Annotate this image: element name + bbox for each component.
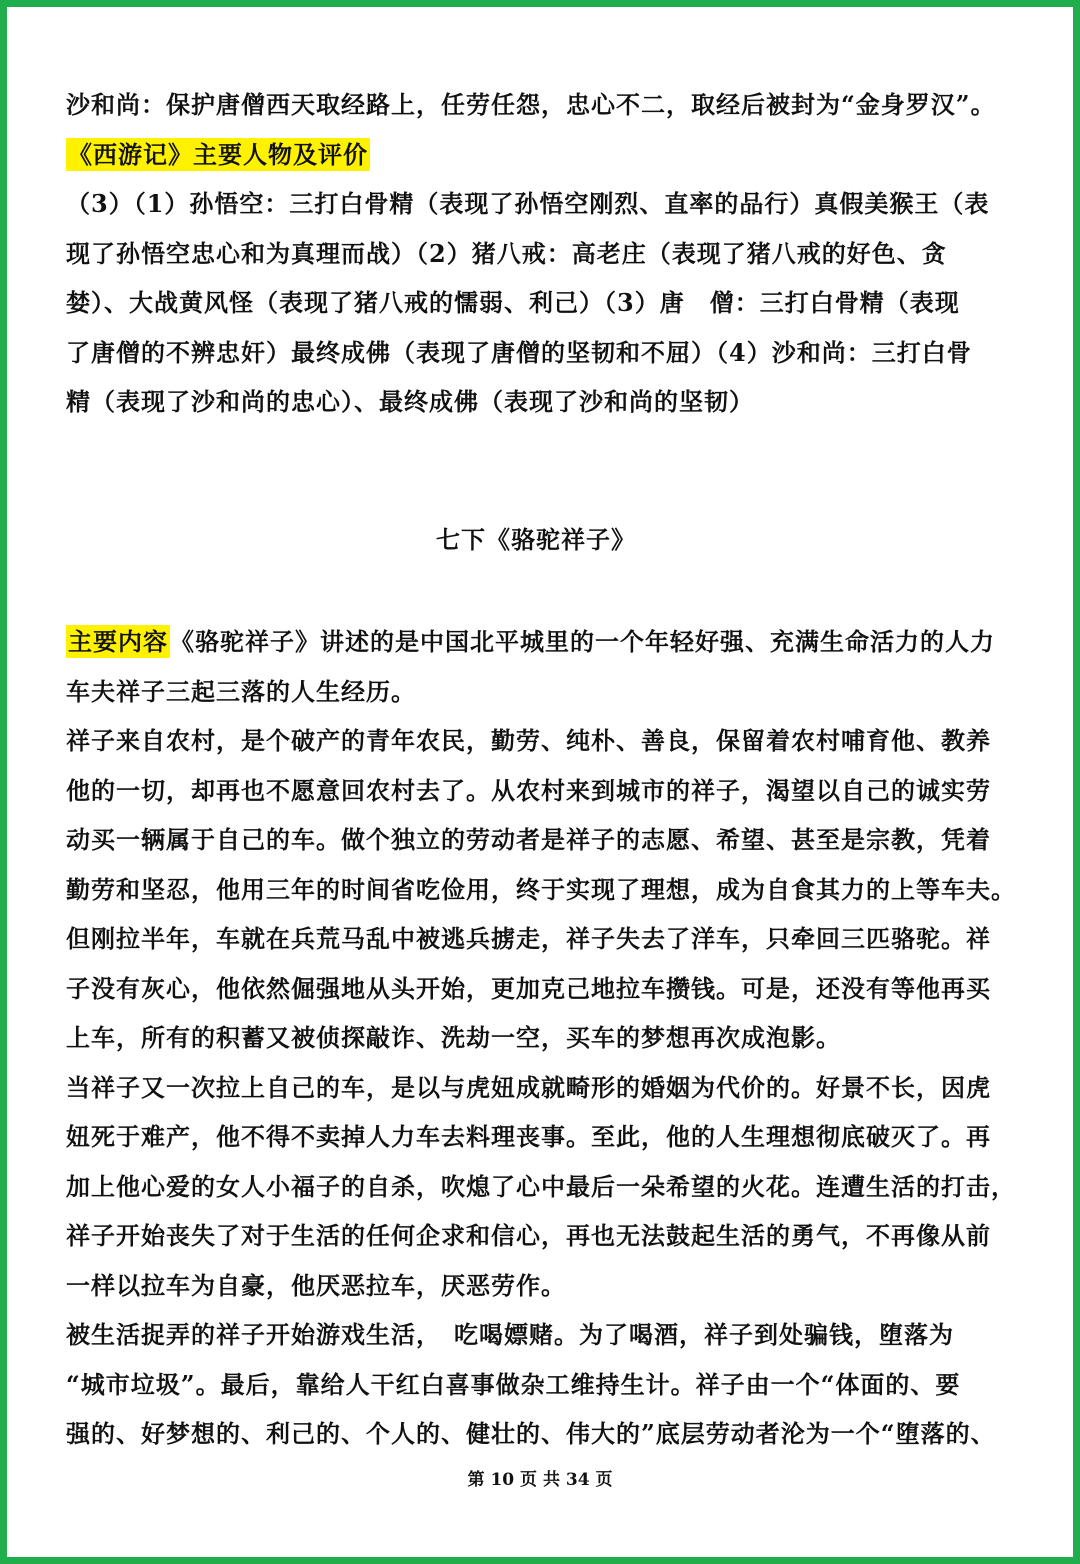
paragraph-line: 子没有灰心，他依然倔强地从头开始，更加克己地拉车攒钱。可是，还没有等他再买 bbox=[66, 973, 991, 1003]
spacer bbox=[66, 564, 1026, 617]
paragraph-line: 他的一切，却再也不愿意回农村去了。从农村来到城市的祥子，渴望以自己的诚实劳 bbox=[66, 775, 991, 805]
paragraph-line: 上车，所有的积蓄又被侦探敲诈、洗劫一空，买车的梦想再次成泡影。 bbox=[66, 1023, 841, 1052]
main-content-label: 主要内容 bbox=[68, 627, 168, 656]
paragraph-line: 妞死于难产，他不得不卖掉人力车去料理丧事。至此，他的人生理想彻底破灭了。再 bbox=[66, 1122, 991, 1151]
paragraph-line: “城市垃圾”。最后，靠给人干红白喜事做杂工维持生计。祥子由一个“体面的、要 bbox=[66, 1369, 961, 1399]
paragraph-line: 沙和尚：保护唐僧西天取经路上，任劳任怨，忠心不二，取经后被封为“金身罗汉”。 bbox=[66, 90, 996, 119]
paragraph-line: 当祥子又一次拉上自己的车，是以与虎妞成就畸形的婚姻为代价的。好景不长，因虎 bbox=[66, 1072, 991, 1102]
paragraph-line: 精（表现了沙和尚的忠心）、最终成佛（表现了沙和尚的坚韧） bbox=[66, 387, 754, 416]
paragraph-line: 了唐僧的不辨忠奸）最终成佛（表现了唐僧的坚韧和不屈）（4）沙和尚：三打白骨 bbox=[66, 337, 972, 367]
paragraph-line: 婪）、大战黄风怪（表现了猪八戒的懦弱、利己）（3）唐 僧：三打白骨精（表现 bbox=[66, 288, 960, 317]
paragraph-line: 一样以拉车为自豪，他厌恶拉车，厌恶劳作。 bbox=[66, 1270, 566, 1300]
main-content-first-line bbox=[66, 617, 1026, 667]
paragraph-line: （3）（1）孙悟空：三打白骨精（表现了孙悟空刚烈、直率的品行）真假美猴王（表 bbox=[66, 189, 990, 218]
heading-xiyouji-row bbox=[66, 130, 1026, 180]
spacer bbox=[66, 427, 1026, 515]
paragraph-line: 被生活捉弄的祥子开始游戏生活， 吃喝嫖赌。为了喝酒，祥子到处骗钱，堕落为 bbox=[66, 1320, 954, 1349]
paragraph-line: 祥子来自农村，是个破产的青年农民，勤劳、纯朴、善良，保留着农村哺育他、教养 bbox=[66, 726, 991, 755]
main-content-text: 《骆驼祥子》讲述的是中国北平城里的一个年轻好强、充满生命活力的人力 bbox=[170, 627, 995, 656]
heading-xiyouji: 《西游记》主要人物及评价 bbox=[68, 139, 368, 169]
document-body bbox=[66, 80, 1026, 1459]
paragraph-line: 车夫祥子三起三落的人生经历。 bbox=[66, 676, 416, 706]
section-title: 七下《骆驼祥子》 bbox=[436, 524, 636, 554]
paragraph-line: 勤劳和坚忍，他用三年的时间省吃俭用，终于实现了理想，成为自食其力的上等车夫。 bbox=[66, 874, 1016, 904]
paragraph-line: 动买一辆属于自己的车。做个独立的劳动者是祥子的志愿、希望、甚至是宗教，凭着 bbox=[66, 825, 991, 854]
paragraph-line: 但刚拉半年，车就在兵荒马乱中被逃兵掳走，祥子失去了洋车，只牵回三匹骆驼。祥 bbox=[66, 924, 991, 953]
paragraph-line: 现了孙悟空忠心和为真理而战）（2）猪八戒：高老庄（表现了猪八戒的好色、贪 bbox=[66, 238, 947, 268]
paragraph-line: 祥子开始丧失了对于生活的任何企求和信心，再也无法鼓起生活的勇气，不再像从前 bbox=[66, 1221, 991, 1250]
page-number: 第 10 页 共 34 页 bbox=[467, 1470, 613, 1490]
paragraph-line: 加上他心爱的女人小福子的自杀，吹熄了心中最后一朵希望的火花。连遭生活的打击， bbox=[66, 1171, 1016, 1201]
paragraph-line: 强的、好梦想的、利己的、个人的、健壮的、伟大的”底层劳动者沦为一个“堕落的、 bbox=[66, 1419, 996, 1448]
